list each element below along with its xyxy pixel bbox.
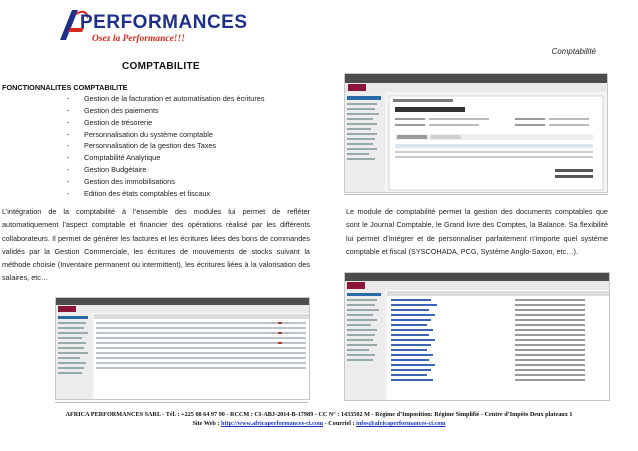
footer xyxy=(0,410,638,428)
features-title: FONCTIONNALITES COMPTABILITE xyxy=(2,83,128,92)
footer-contact-line xyxy=(0,419,638,428)
divider xyxy=(55,402,308,403)
footer-company-info: AFRICA PERFORMANCES SARL - Tél. : +225 08 64 97 90 - RCCM : CI-ABJ-2014-B-17989 - CC N° : 1433502 M - Régime d’Imposition: Régime Simplifié - Centre d’Impôts Deux plateaux 1 xyxy=(65,411,573,418)
feature-item: - Comptabilité Analytique xyxy=(0,152,265,164)
journal-screenshot-graphic xyxy=(56,298,309,399)
chart-of-accounts-graphic xyxy=(345,273,609,400)
feature-item: - Gestion de trésorerie xyxy=(0,117,265,129)
website-link[interactable]: http://www.africaperformances-ci.com xyxy=(221,420,324,427)
feature-item: - Edition des états comptables et fiscaux xyxy=(0,188,265,200)
chart-of-accounts-screenshot xyxy=(344,272,610,401)
feature-item: - Gestion des paiements xyxy=(0,105,265,117)
invoice-screenshot xyxy=(344,73,608,193)
footer-site-label: Site Web : xyxy=(192,420,220,427)
module-paragraph: Le module de comptabilité permet la gestion des documents comptables que sont le Journal Comptable, le Grand livre des Comptes, la Balance. Sa flexibilité lui permet d’intégrer et de personnaliser parfaitement n’importe quel système comptable et fiscal (SYSCOHADA, PCG, Système Anglo-Saxon, etc…). xyxy=(346,207,608,256)
feature-item: - Personnalisation de la gestion des Taxes xyxy=(0,140,265,152)
email-link[interactable]: infos@africaperformances-ci.com xyxy=(356,420,446,427)
feature-item: - Personnalisation du système comptable xyxy=(0,129,265,141)
company-logo xyxy=(58,8,248,48)
features-list xyxy=(0,93,265,200)
feature-item: - Gestion Budgétaire xyxy=(0,164,265,176)
header-section-label: Comptabilité xyxy=(551,47,596,56)
logo-slogan: Osez la Performance!!! xyxy=(92,34,185,44)
feature-item: - Gestion des immobilisations xyxy=(0,176,265,188)
invoice-screenshot-graphic xyxy=(345,74,607,192)
logo-wordmark: PERFORMANCES xyxy=(80,12,248,33)
footer-mail-label: - Courriel : xyxy=(323,420,355,427)
page-title: COMPTABILITE xyxy=(122,61,200,72)
feature-item: - Gestion de la facturation et automatisation des écritures xyxy=(0,93,265,105)
divider xyxy=(344,194,608,195)
journal-screenshot xyxy=(55,297,310,400)
integration-paragraph: L’intégration de la comptabilité à l’ensemble des modules lui permet de refléter automatiquement l’aspect comptable et financier des opérations réalisé par les différents collaborateurs. Il permet de générer les factures et les écritures liées des bons de commandes validés par la Gestion Commerciale, les écritures de mouvements de stocks suivant la méthode choisie (Inventaire permanent ou intermittent), les écritures liées à la valorisation des salaires, etc… xyxy=(2,207,310,283)
